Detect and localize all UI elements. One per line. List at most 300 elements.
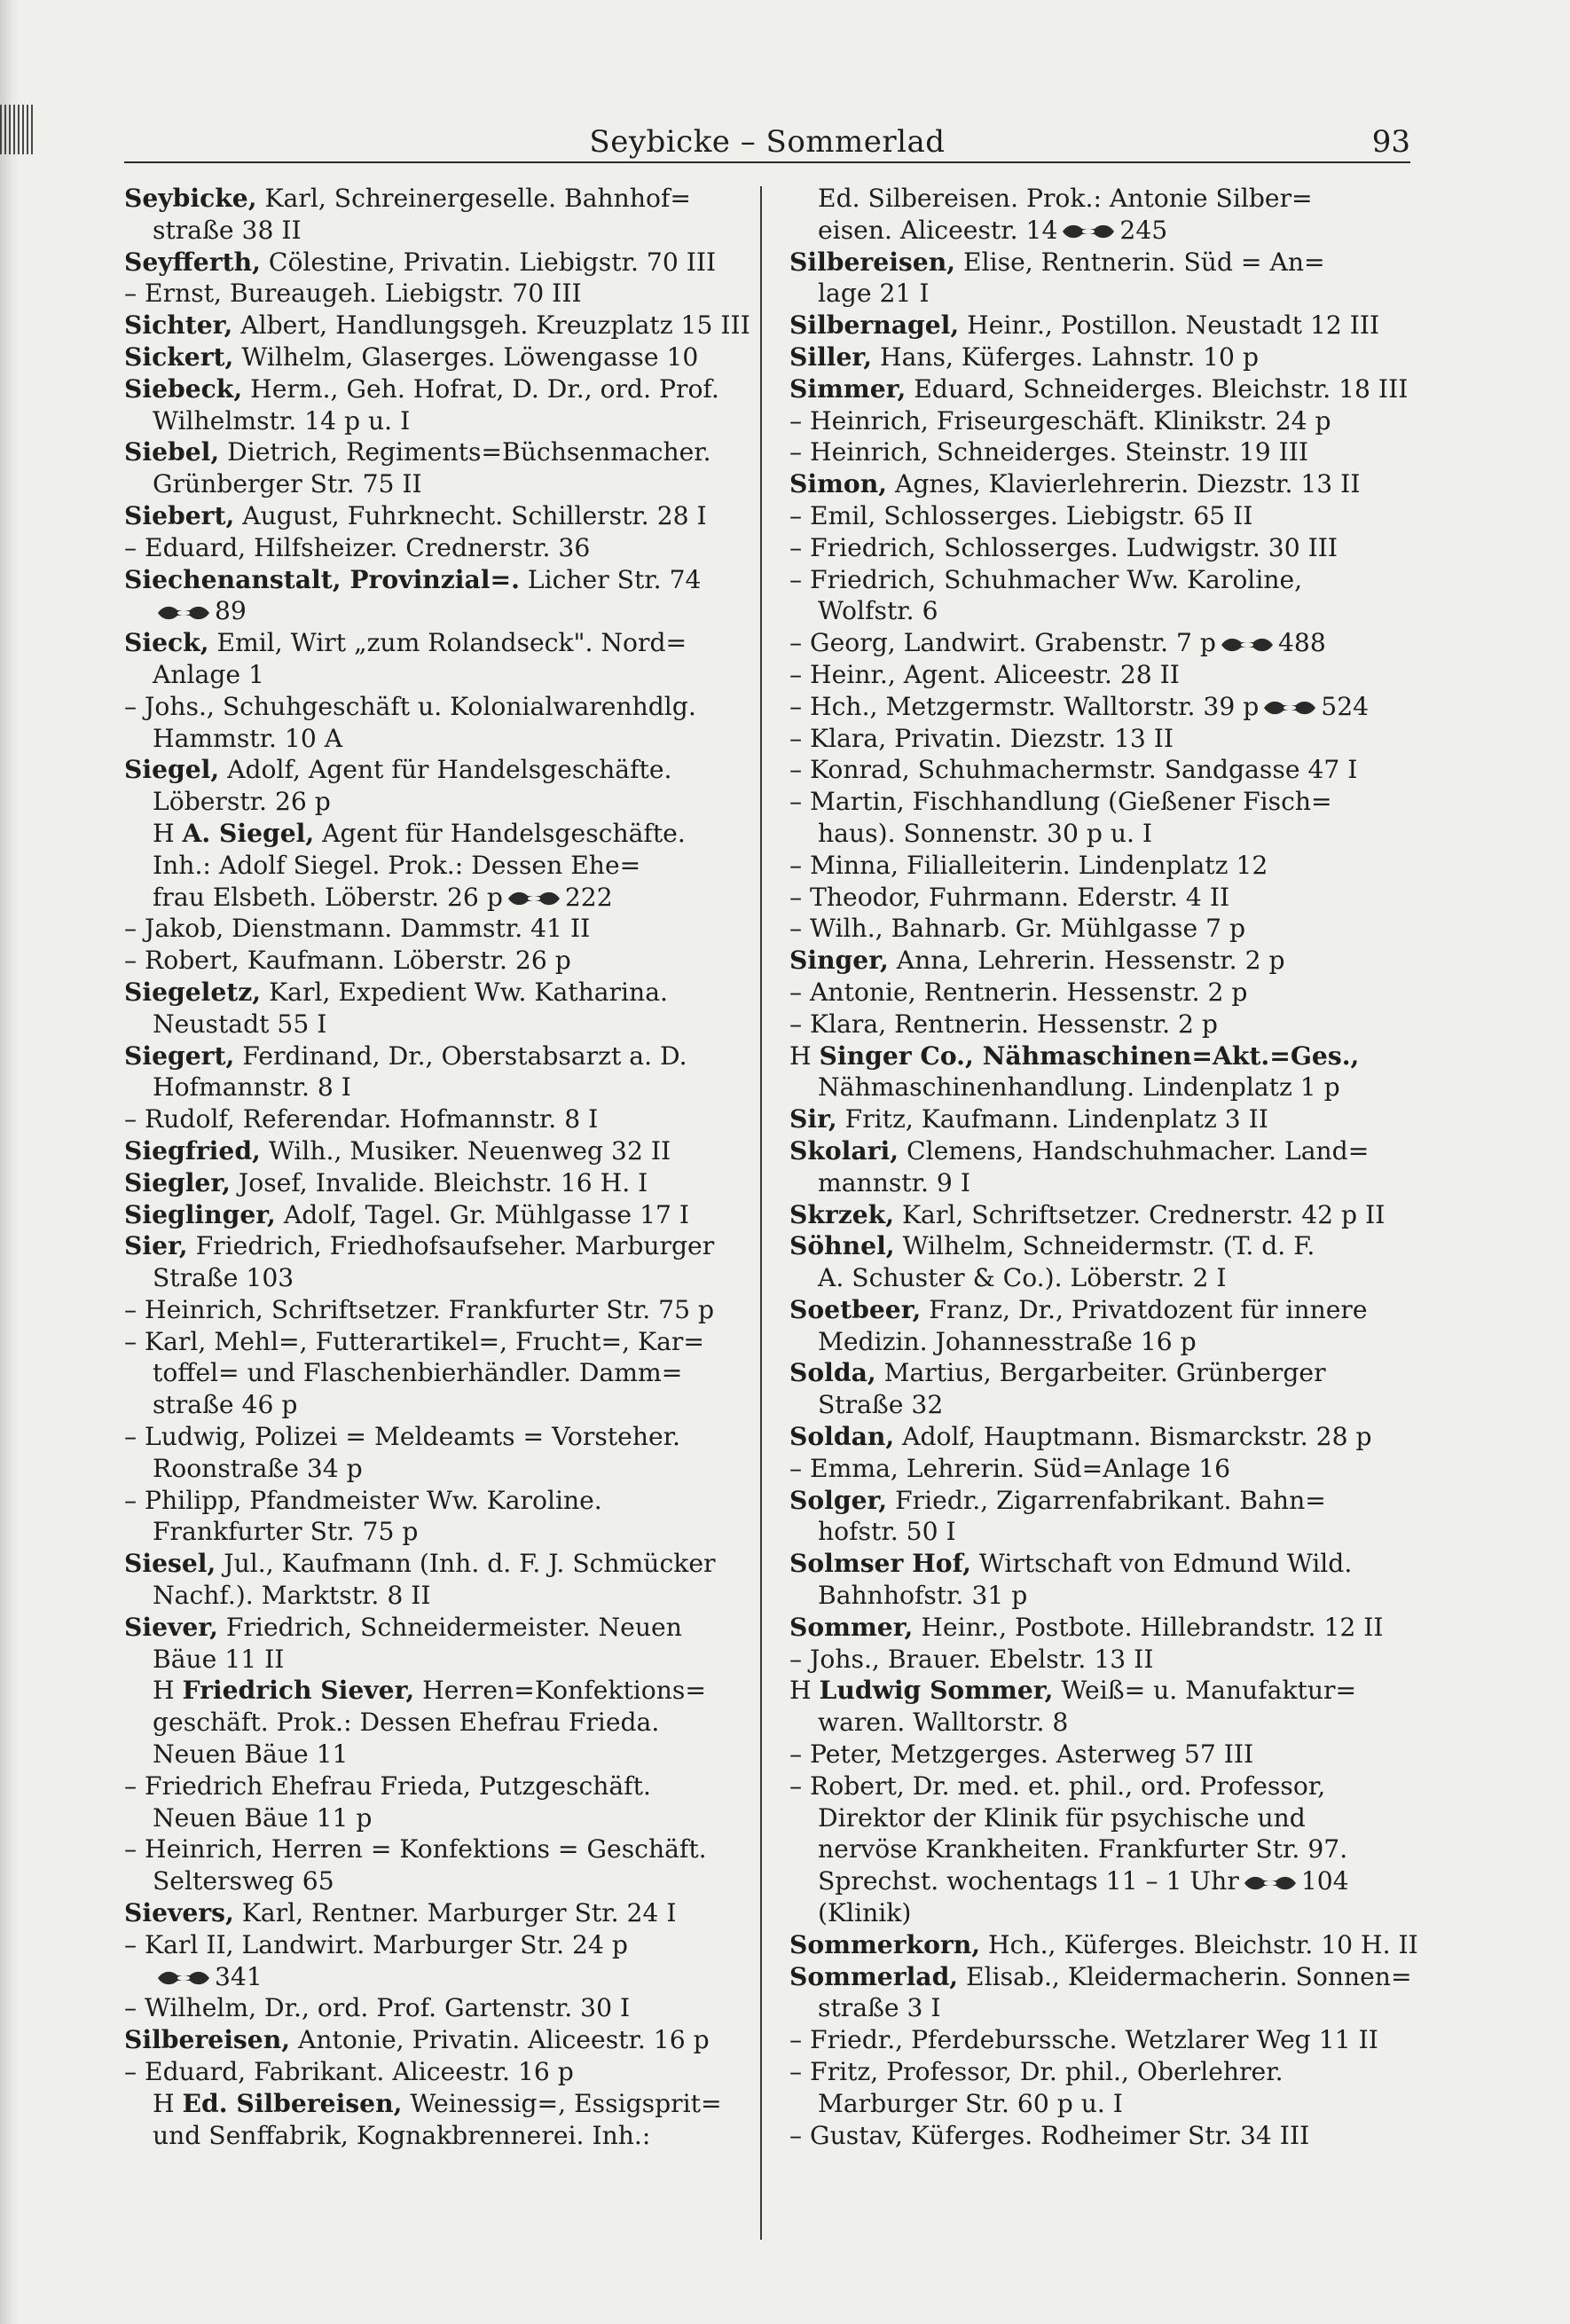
directory-line — [124, 1707, 736, 1739]
telephone-number: 524 — [1321, 691, 1370, 721]
entry-text: – Peter, Metzgerges. Asterweg 57 III — [789, 1739, 1254, 1770]
directory-line — [789, 1961, 1412, 1993]
entry-text: – Hch., Metzgermstr. Walltorstr. 39 p — [789, 691, 1260, 721]
directory-line — [124, 1294, 736, 1326]
entry-text: Adolf, Tagel. Gr. Mühlgasse 17 I — [275, 1199, 690, 1229]
telephone-number: 488 — [1277, 628, 1326, 658]
directory-line — [789, 754, 1401, 786]
entry-surname: Siebert, — [124, 500, 235, 530]
entry-text: Josef, Invalide. Bleichstr. 16 H. I — [230, 1167, 648, 1197]
directory-line — [789, 1009, 1401, 1040]
entry-surname: Silbernagel, — [789, 310, 960, 341]
entry-text: Wolfstr. 6 — [818, 596, 938, 626]
directory-line — [124, 818, 736, 850]
directory-line — [789, 468, 1401, 500]
entry-surname: Siegfried, — [124, 1135, 261, 1166]
directory-line — [789, 1612, 1401, 1644]
entry-surname: Silbereisen, — [789, 247, 956, 277]
entry-text: Elise, Rentnerin. Süd = An= — [955, 247, 1325, 277]
entry-text: Anlage 1 — [153, 659, 264, 689]
directory-line — [124, 595, 736, 627]
entry-text: Wilh., Musiker. Neuenweg 32 II — [260, 1135, 671, 1166]
entry-text: Cölestine, Privatin. Liebigstr. 70 III — [260, 247, 717, 277]
directory-line — [789, 532, 1401, 564]
directory-line — [124, 945, 736, 977]
entry-surname: Sieck, — [124, 628, 209, 658]
directory-line — [124, 1929, 736, 1961]
directory-line — [789, 436, 1401, 468]
telephone-number: 245 — [1119, 215, 1168, 245]
entry-text: – Jakob, Dienstmann. Dammstr. 41 II — [124, 914, 591, 944]
directory-line — [124, 1961, 736, 1993]
directory-line — [124, 1485, 736, 1517]
entry-text: – Fritz, Professor, Dr. phil., Oberlehrer. — [789, 2057, 1283, 2087]
directory-line — [789, 1357, 1401, 1389]
entry-surname: Skolari, — [789, 1135, 899, 1166]
entry-text: straße 3 I — [818, 1993, 941, 2023]
entry-text: straße 46 p — [153, 1390, 298, 1420]
directory-line — [124, 532, 736, 564]
entry-text: Albert, Handlungsgeh. Kreuzplatz 15 III — [232, 310, 750, 341]
page-number: 93 — [1371, 124, 1410, 160]
directory-line — [124, 310, 750, 342]
entry-text: Hch., Küferges. Bleichstr. 10 H. II — [980, 1929, 1418, 1959]
directory-line — [124, 1167, 736, 1199]
entry-text: – Heinrich, Herren = Konfektions = Geschäft. — [124, 1834, 707, 1865]
commercial-register-mark: H — [153, 818, 183, 848]
entry-text: – Karl, Mehl=, Futterartikel=, Frucht=, Kar= — [124, 1326, 704, 1356]
directory-line — [124, 2088, 736, 2120]
entry-surname: Sommer, — [789, 1612, 914, 1642]
directory-line — [124, 1516, 736, 1548]
entry-surname: Singer Co., Nähmaschinen=Akt.=Ges., — [819, 1040, 1360, 1071]
entry-surname: Sichter, — [124, 310, 233, 341]
directory-line — [124, 1739, 736, 1770]
telephone-number: 104 — [1300, 1866, 1349, 1896]
entry-text: hofstr. 50 I — [818, 1517, 956, 1547]
directory-line — [789, 913, 1401, 945]
entry-text: – Friedrich, Schlosserges. Ludwigstr. 30 III — [789, 532, 1338, 562]
entry-text: Weiß= u. Manufaktur= — [1053, 1676, 1357, 1706]
entry-surname: Siegeletz, — [124, 977, 262, 1007]
entry-surname: Friedrich Siever, — [182, 1676, 415, 1706]
telephone-icon — [1220, 635, 1275, 655]
entry-text: August, Fuhrknecht. Schillerstr. 28 I — [234, 500, 707, 530]
entry-text: – Ludwig, Polizei = Meldeamts = Vorsteher. — [124, 1422, 680, 1452]
entry-text: Herren=Konfektions= — [414, 1676, 707, 1706]
entry-text: Seltersweg 65 — [153, 1866, 334, 1896]
directory-line — [789, 1453, 1401, 1485]
entry-text: – Heinrich, Schriftsetzer. Frankfurter Str. 75 p — [124, 1294, 715, 1324]
entry-text: Fritz, Kaufmann. Lindenplatz 3 II — [836, 1104, 1268, 1135]
entry-surname: Siller, — [789, 342, 873, 372]
entry-surname: Söhnel, — [789, 1231, 895, 1261]
entry-text: Ferdinand, Dr., Oberstabsarzt a. D. — [234, 1040, 687, 1071]
directory-line — [789, 2056, 1401, 2088]
directory-line — [789, 2120, 1401, 2152]
entry-text: – Ernst, Bureaugeh. Liebigstr. 70 III — [124, 279, 582, 309]
directory-line — [789, 1675, 1401, 1707]
scan-artifact — [0, 105, 35, 154]
entry-text: Eduard, Schneiderges. Bleichstr. 18 III — [906, 373, 1409, 404]
entry-text: Clemens, Handschuhmacher. Land= — [899, 1135, 1370, 1166]
directory-line — [124, 1833, 736, 1865]
directory-line — [789, 1802, 1401, 1834]
directory-line — [789, 2024, 1401, 2056]
directory-line — [124, 1262, 736, 1294]
entry-text: Friedrich, Schneidermeister. Neuen — [217, 1612, 682, 1642]
entry-text: Heinr., Postbote. Hillebrandstr. 12 II — [913, 1612, 1384, 1642]
entry-text: Neustadt 55 I — [153, 1009, 327, 1039]
directory-line — [789, 595, 1401, 627]
directory-line — [789, 1199, 1401, 1231]
directory-line — [789, 405, 1401, 437]
directory-line — [124, 2056, 736, 2088]
entry-text: – Gustav, Küferges. Rodheimer Str. 34 III — [789, 2120, 1310, 2150]
entry-text: Nachf.). Marktstr. 8 II — [153, 1581, 431, 1611]
entry-surname: Singer, — [789, 946, 889, 976]
entry-surname: Soetbeer, — [789, 1294, 922, 1324]
directory-line — [789, 1929, 1418, 1961]
entry-text: haus). Sonnenstr. 30 p u. I — [818, 818, 1153, 848]
entry-text: Hans, Küferges. Lahnstr. 10 p — [872, 342, 1259, 372]
directory-line — [124, 1103, 736, 1135]
entry-text: Nähmaschinenhandlung. Lindenplatz 1 p — [818, 1072, 1340, 1103]
directory-line — [789, 2088, 1401, 2120]
entry-text: – Wilhelm, Dr., ord. Prof. Gartenstr. 30 I — [124, 1993, 631, 2023]
directory-line — [124, 1135, 736, 1167]
directory-line — [789, 1389, 1401, 1421]
directory-line — [789, 977, 1401, 1009]
entry-surname: Seybicke, — [124, 184, 257, 213]
entry-text: – Minna, Filialleiterin. Lindenplatz 12 — [789, 850, 1268, 880]
entry-text: Emil, Wirt „zum Rolandseck". Nord= — [208, 628, 687, 658]
entry-text: Inh.: Adolf Siegel. Prok.: Dessen Ehe= — [153, 850, 641, 880]
directory-line — [124, 373, 736, 405]
directory-line — [124, 691, 736, 723]
directory-line — [124, 1040, 736, 1072]
entry-surname: Siebel, — [124, 437, 220, 467]
entry-text: Bäue 11 II — [153, 1644, 285, 1674]
entry-text: – Wilh., Bahnarb. Gr. Mühlgasse 7 p — [789, 914, 1246, 944]
right-column — [789, 183, 1418, 2151]
entry-text: – Johs., Brauer. Ebelstr. 13 II — [789, 1644, 1154, 1674]
entry-text: – Martin, Fischhandlung (Gießener Fisch= — [789, 787, 1332, 817]
entry-text: straße 38 II — [153, 215, 302, 245]
commercial-register-mark: H — [789, 1040, 820, 1071]
entry-text: Weinessig=, Essigsprit= — [402, 2088, 722, 2118]
entry-text: Friedrich, Friedhofsaufseher. Marburger — [187, 1231, 715, 1261]
entry-surname: Skrzek, — [789, 1199, 895, 1229]
entry-text: Roonstraße 34 p — [153, 1453, 363, 1483]
entry-text: – Robert, Dr. med. et. phil., ord. Professor, — [789, 1770, 1326, 1801]
directory-line — [124, 1580, 736, 1612]
directory-line — [124, 2024, 736, 2056]
entry-surname: Siesel, — [124, 1549, 216, 1579]
directory-line — [124, 1612, 736, 1644]
entry-text: Agent für Handelsgeschäfte. — [314, 818, 686, 848]
entry-text: – Friedrich, Schuhmacher Ww. Karoline, — [789, 564, 1303, 594]
entry-text: – Emil, Schlosserges. Liebigstr. 65 II — [789, 500, 1253, 530]
entry-text: – Georg, Landwirt. Grabenstr. 7 p — [789, 628, 1216, 658]
telephone-icon — [1061, 222, 1116, 241]
directory-line — [789, 1770, 1401, 1802]
entry-text: nervöse Krankheiten. Frankfurter Str. 97. — [818, 1834, 1348, 1865]
entry-text: Adolf, Agent für Handelsgeschäfte. — [219, 755, 672, 785]
entry-text: und Senffabrik, Kognakbrennerei. Inh.: — [153, 2120, 651, 2150]
entry-surname: Sommerlad, — [789, 1961, 959, 1991]
entry-text: – Theodor, Fuhrmann. Ederstr. 4 II — [789, 882, 1230, 912]
directory-line — [124, 1009, 736, 1040]
entry-text: Ed. Silbereisen. Prok.: Antonie Silber= — [818, 184, 1313, 213]
directory-line — [124, 278, 736, 310]
page-edge — [0, 0, 20, 2324]
entry-text: Hofmannstr. 8 I — [153, 1072, 351, 1103]
left-column — [124, 183, 750, 2151]
entry-text: Sprechst. wochentags 11 – 1 Uhr — [818, 1866, 1239, 1896]
directory-line — [789, 850, 1401, 882]
entry-surname: Silbereisen, — [124, 2025, 291, 2055]
entry-text: – Klara, Privatin. Diezstr. 13 II — [789, 723, 1174, 753]
directory-line — [124, 1230, 736, 1262]
entry-text: – Heinr., Agent. Aliceestr. 28 II — [789, 659, 1180, 689]
entry-surname: Sir, — [789, 1104, 837, 1135]
directory-line — [124, 1992, 736, 2024]
entry-text: Löberstr. 26 p — [153, 787, 331, 817]
directory-line — [124, 1865, 736, 1897]
directory-line — [789, 1262, 1401, 1294]
directory-line — [124, 1326, 736, 1358]
entry-surname: Soldan, — [789, 1422, 895, 1452]
entry-surname: Seyfferth, — [124, 247, 261, 277]
entry-text: – Philipp, Pfandmeister Ww. Karoline. — [124, 1485, 602, 1515]
entry-surname: Ludwig Sommer, — [819, 1676, 1054, 1706]
entry-text: Karl, Schreinergeselle. Bahnhof= — [256, 184, 692, 213]
directory-line — [124, 1199, 736, 1231]
directory-line — [789, 183, 1401, 215]
commercial-register-mark: H — [789, 1676, 820, 1706]
entry-surname: Sickert, — [124, 342, 234, 372]
entry-surname: Simon, — [789, 469, 887, 499]
entry-surname: Siebeck, — [124, 373, 243, 404]
entry-text: A. Schuster & Co.). Löberstr. 2 I — [818, 1263, 1227, 1293]
entry-text: Wilhelm, Schneidermstr. (T. d. F. — [894, 1231, 1315, 1261]
directory-line — [789, 882, 1401, 914]
directory-line — [124, 1770, 736, 1802]
directory-line — [124, 215, 736, 247]
directory-line — [124, 564, 736, 596]
telephone-icon — [156, 1968, 211, 1988]
directory-line — [124, 659, 736, 691]
entry-text: Wirtschaft von Edmund Wild. — [970, 1549, 1353, 1579]
directory-line — [789, 1644, 1401, 1676]
directory-line — [789, 691, 1401, 723]
telephone-number: 89 — [215, 596, 247, 626]
entry-surname: Sievers, — [124, 1898, 234, 1928]
entry-text: waren. Walltorstr. 8 — [818, 1708, 1069, 1738]
entry-text: – Eduard, Hilfsheizer. Crednerstr. 36 — [124, 532, 591, 562]
entry-text: Jul., Kaufmann (Inh. d. F. J. Schmücker — [216, 1549, 716, 1579]
directory-line — [789, 1421, 1401, 1453]
telephone-number: 341 — [215, 1961, 263, 1991]
directory-line — [789, 1865, 1401, 1897]
directory-line — [124, 183, 736, 215]
entry-text: Martius, Bergarbeiter. Grünberger — [875, 1358, 1326, 1388]
directory-line — [124, 500, 736, 532]
entry-text: Wilhelmstr. 14 p u. I — [153, 405, 411, 436]
directory-line — [789, 1548, 1401, 1580]
entry-text: Bahnhofstr. 31 p — [818, 1581, 1028, 1611]
entry-text: – Heinrich, Friseurgeschäft. Klinikstr. 24 p — [789, 405, 1331, 436]
entry-text: Antonie, Privatin. Aliceestr. 16 p — [290, 2025, 710, 2055]
entry-text: – Friedrich Ehefrau Frieda, Putzgeschäft. — [124, 1770, 651, 1801]
directory-line — [789, 1739, 1401, 1770]
directory-line — [124, 342, 736, 373]
entry-surname: Siever, — [124, 1612, 218, 1642]
directory-line — [789, 1294, 1401, 1326]
column-divider — [760, 186, 762, 2240]
entry-text: Medizin. Johannesstraße 16 p — [818, 1326, 1197, 1356]
directory-line — [124, 913, 736, 945]
entry-text: Adolf, Hauptmann. Bismarckstr. 28 p — [894, 1422, 1372, 1452]
directory-line — [124, 436, 736, 468]
entry-text: Wilhelm, Glaserges. Löwengasse 10 — [233, 342, 699, 372]
telephone-icon — [1262, 698, 1317, 718]
telephone-icon — [506, 889, 561, 908]
directory-line — [789, 786, 1401, 818]
directory-line — [789, 1992, 1401, 2024]
entry-surname: A. Siegel, — [182, 818, 315, 848]
directory-line — [789, 1167, 1401, 1199]
entry-text: Anna, Lehrerin. Hessenstr. 2 p — [888, 946, 1285, 976]
telephone-icon — [156, 603, 211, 623]
entry-text: Direktor der Klinik für psychische und — [818, 1802, 1306, 1833]
entry-surname: Simmer, — [789, 373, 907, 404]
entry-text: – Robert, Kaufmann. Löberstr. 26 p — [124, 946, 571, 976]
directory-line — [124, 850, 736, 882]
entry-text: – Emma, Lehrerin. Süd=Anlage 16 — [789, 1453, 1231, 1483]
directory-line — [124, 723, 736, 755]
directory-line — [124, 754, 736, 786]
entry-text: Neuen Bäue 11 p — [153, 1802, 373, 1833]
entry-text: frau Elsbeth. Löberstr. 26 p — [153, 882, 503, 912]
entry-text: – Karl II, Landwirt. Marburger Str. 24 p — [124, 1929, 628, 1959]
directory-line — [124, 468, 736, 500]
directory-line — [124, 1802, 736, 1834]
directory-line — [789, 1103, 1401, 1135]
header-title: Seybicke – Sommerlad — [589, 124, 946, 160]
directory-line — [124, 1897, 736, 1929]
entry-surname: Sieglinger, — [124, 1199, 276, 1229]
directory-line — [124, 247, 736, 279]
entry-surname: Siegert, — [124, 1040, 235, 1071]
directory-line — [789, 818, 1401, 850]
directory-line — [789, 1485, 1401, 1517]
directory-line — [124, 786, 736, 818]
entry-surname: Solger, — [789, 1485, 888, 1515]
directory-line — [789, 1072, 1401, 1103]
directory-line — [124, 1548, 736, 1580]
entry-surname: Siechenanstalt, Provinzial=. — [124, 564, 520, 594]
telephone-number: 222 — [564, 882, 613, 912]
entry-text: Friedr., Zigarrenfabrikant. Bahn= — [887, 1485, 1326, 1515]
commercial-register-mark: H — [153, 1676, 183, 1706]
directory-line — [789, 659, 1401, 691]
directory-line — [789, 247, 1401, 279]
entry-text: Licher Str. 74 — [519, 564, 702, 594]
entry-text: Karl, Expedient Ww. Katharina. — [261, 977, 668, 1007]
entry-surname: Siegler, — [124, 1167, 231, 1197]
entry-surname: Sommerkorn, — [789, 1929, 981, 1959]
running-header — [124, 124, 1410, 158]
entry-text: eisen. Aliceestr. 14 — [818, 215, 1058, 245]
entry-text: – Rudolf, Referendar. Hofmannstr. 8 I — [124, 1104, 599, 1135]
directory-line — [789, 1040, 1401, 1072]
entry-text: Elisab., Kleidermacherin. Sonnen= — [958, 1961, 1412, 1991]
entry-text: Frankfurter Str. 75 p — [153, 1517, 419, 1547]
entry-text: – Johs., Schuhgeschäft u. Kolonialwarenhdlg. — [124, 691, 696, 721]
directory-line — [789, 1326, 1401, 1358]
entry-text: Agnes, Klavierlehrerin. Diezstr. 13 II — [887, 469, 1361, 499]
entry-surname: Sier, — [124, 1231, 188, 1261]
directory-line — [789, 723, 1401, 755]
directory-line — [789, 1897, 1401, 1929]
directory-line — [124, 882, 736, 914]
directory-line — [124, 1389, 736, 1421]
entry-surname: Ed. Silbereisen, — [182, 2088, 403, 2118]
entry-text: Karl, Rentner. Marburger Str. 24 I — [233, 1898, 677, 1928]
directory-line — [789, 1833, 1401, 1865]
directory-line — [124, 405, 736, 437]
directory-line — [789, 1580, 1401, 1612]
entry-text: mannstr. 9 I — [818, 1167, 970, 1197]
directory-line — [789, 310, 1401, 342]
directory-line — [789, 373, 1409, 405]
directory-line — [789, 564, 1401, 596]
entry-text: Grünberger Str. 75 II — [153, 469, 422, 499]
entry-text: – Antonie, Rentnerin. Hessenstr. 2 p — [789, 977, 1248, 1007]
entry-text: – Friedr., Pferdeburssche. Wetzlarer Weg 11 II — [789, 2025, 1378, 2055]
directory-line — [124, 1357, 736, 1389]
directory-line — [789, 500, 1401, 532]
directory-line — [789, 1135, 1401, 1167]
entry-text: – Heinrich, Schneiderges. Steinstr. 19 III — [789, 437, 1309, 467]
directory-line — [124, 1644, 736, 1676]
directory-line — [124, 627, 736, 659]
directory-line — [124, 1453, 736, 1485]
entry-text: – Eduard, Fabrikant. Aliceestr. 16 p — [124, 2057, 574, 2087]
directory-line — [789, 1230, 1401, 1262]
directory-line — [789, 945, 1401, 977]
directory-line — [789, 1707, 1401, 1739]
entry-text: Marburger Str. 60 p u. I — [818, 2088, 1123, 2118]
entry-text: Hammstr. 10 A — [153, 723, 343, 753]
directory-line — [789, 1516, 1401, 1548]
directory-line — [789, 278, 1401, 310]
commercial-register-mark: H — [153, 2088, 183, 2118]
entry-surname: Solmser Hof, — [789, 1549, 971, 1579]
header-rule — [124, 161, 1410, 163]
entry-text: Franz, Dr., Privatdozent für innere — [921, 1294, 1368, 1324]
entry-text: Dietrich, Regiments=Büchsenmacher. — [219, 437, 711, 467]
directory-line — [124, 1675, 736, 1707]
entry-text: – Klara, Rentnerin. Hessenstr. 2 p — [789, 1009, 1218, 1039]
entry-text: toffel= und Flaschenbierhändler. Damm= — [153, 1358, 683, 1388]
entry-text: geschäft. Prok.: Dessen Ehefrau Frieda. — [153, 1708, 660, 1738]
entry-text: Straße 103 — [153, 1263, 294, 1293]
entry-text: Straße 32 — [818, 1390, 944, 1420]
telephone-icon — [1243, 1873, 1298, 1893]
